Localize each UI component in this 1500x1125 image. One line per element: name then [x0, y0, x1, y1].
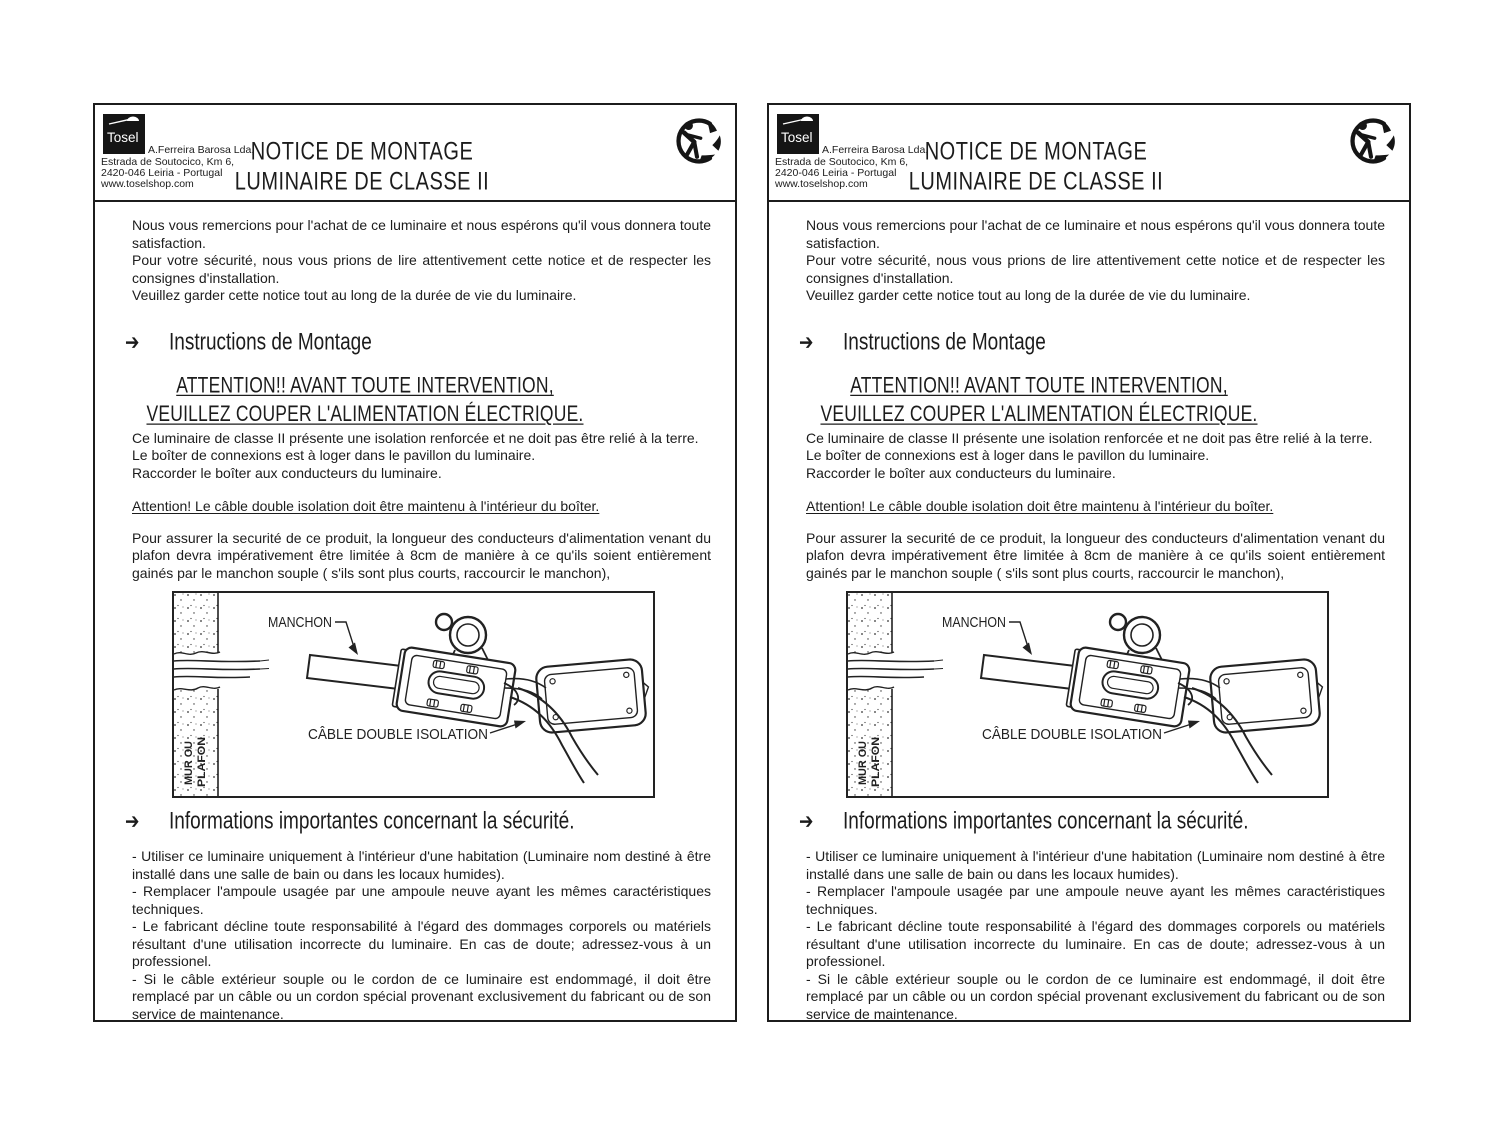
intro-paragraph: Pour votre sécurité, nous vous prions de lire attentivement cette notice et de respecter les consignes d'installation. [132, 252, 711, 286]
paragraph-line: Raccorder le boîter aux conducteurs du luminaire. [806, 464, 1116, 481]
safety-bullet: - Si le câble extérieur souple ou le cordon de ce luminaire est endommagé, il doit être remplacé par un câble ou un cordon spécial provenant exclusivement du fabricant ou de son service de maintenance. [132, 970, 711, 1022]
company-name: A.Ferreira Barosa Lda, [822, 144, 929, 156]
manchon-label: MANCHON [268, 615, 332, 631]
manchon-label: MANCHON [942, 615, 1006, 631]
warning-line2: VEUILLEZ COUPER L'ALIMENTATION ÉLECTRIQUE. [146, 399, 584, 425]
arrow-icon: ➔ [125, 809, 140, 834]
attention-note: Attention! Le câble double isolation doit être maintenu à l'intérieur du boîter. [132, 498, 600, 514]
intro-paragraph: Pour votre sécurité, nous vous prions de lire attentivement cette notice et de respecter les consignes d'installation. [806, 252, 1385, 286]
safety-bullet: - Le fabricant décline toute responsabilité à l'égard des dommages corporels ou matériels résultant d'une utilisation incorrecte du luminaire. En cas de doute; adressez-vous à un professionel. [806, 918, 1385, 969]
paragraph-line: Raccorder le boîter aux conducteurs du luminaire. [132, 464, 442, 481]
section-heading-text: Informations importantes concernant la sécurité. [169, 808, 575, 835]
intro-paragraph: Nous vous remercions pour l'achat de ce luminaire et nous espérons qu'il vous donnera toute satisfaction. [132, 217, 711, 251]
wall-label-line2: PLAFON [196, 741, 208, 787]
safety-bullets [132, 848, 711, 1023]
address-line: 2420-046 Leiria - Portugal [775, 167, 897, 179]
paragraph-line: Le boîter de connexions est à loger dans le pavillon du luminaire. [806, 447, 1210, 463]
attention-note: Attention! Le câble double isolation doit être maintenu à l'intérieur du boîter. [806, 498, 1274, 514]
section-heading-montage [799, 328, 1385, 357]
wall-label-line1: MUR OU [183, 740, 195, 785]
class2-paragraph [132, 430, 711, 483]
wall-texture [174, 593, 218, 653]
warning-line2: VEUILLEZ COUPER L'ALIMENTATION ÉLECTRIQUE. [820, 399, 1258, 425]
section-heading-montage [125, 328, 711, 357]
cover-box [535, 658, 651, 733]
section-heading-securite [125, 808, 711, 836]
warning-block [806, 371, 1272, 427]
safety-bullet: - Utiliser ce luminaire uniquement à l'intérieur d'une habitation (Luminaire nom destiné à être installé dans une salle de bain ou dans les locaux humides). [806, 848, 1385, 882]
intro-paragraph: Veuillez garder cette notice tout au long de la durée de vie du luminaire. [806, 287, 1251, 303]
cable-label: CÂBLE DOUBLE ISOLATION [308, 727, 500, 743]
page-header [95, 105, 735, 202]
wall-label-line1: MUR OU [857, 740, 869, 785]
company-website: www.toselshop.com [775, 178, 868, 190]
safety-bullet: - Remplacer l'ampoule usagée par une ampoule neuve ayant les mêmes caractéristiques techniques. [132, 883, 711, 917]
document-title [132, 137, 592, 197]
warning-block [132, 371, 598, 427]
class2-paragraph [806, 430, 1385, 483]
intro-paragraphs [132, 217, 711, 305]
warning-line1: ATTENTION!! AVANT TOUTE INTERVENTION, [850, 371, 1228, 397]
arrow-icon: ➔ [799, 329, 814, 355]
safety-bullet: - Le fabricant décline toute responsabilité à l'égard des dommages corporels ou matériels résultant d'une utilisation incorrecte du luminaire. En cas de doute; adressez-vous à un professionel. [132, 918, 711, 969]
sleeve-paragraph: Pour assurer la securité de ce produit, la longueur des conducteurs d'alimentation venant du plafon devra impérativement être limitée à 8cm de manière à ce qu'ils soient entièrement gainés par le manchon souple ( s'ils sont plus courts, raccourcir le manchon), [806, 529, 1385, 581]
section-heading-securite [799, 808, 1385, 836]
company-website: www.toselshop.com [101, 178, 194, 190]
safety-bullet: - Utiliser ce luminaire uniquement à l'intérieur d'une habitation (Luminaire nom destiné à être installé dans une salle de bain ou dans les locaux humides). [132, 848, 711, 882]
assembly-diagram [846, 591, 1329, 798]
company-name: A.Ferreira Barosa Lda, [148, 144, 255, 156]
document-title-line2: LUMINAIRE DE CLASSE II [908, 168, 1164, 196]
section-heading-text: Informations importantes concernant la sécurité. [843, 808, 1249, 835]
triman-recycling-icon [1345, 115, 1397, 167]
document-title [806, 137, 1266, 197]
section-heading-text: Instructions de Montage [169, 328, 372, 356]
safety-bullets [806, 848, 1385, 1023]
notice-page-1 [93, 103, 737, 1022]
arrow-icon: ➔ [125, 329, 140, 355]
sleeve-paragraph: Pour assurer la securité de ce produit, la longueur des conducteurs d'alimentation venant du plafon devra impérativement être limitée à 8cm de manière à ce qu'ils soient entièrement gainés par le manchon souple ( s'ils sont plus courts, raccourcir le manchon), [132, 529, 711, 581]
warning-line1: ATTENTION!! AVANT TOUTE INTERVENTION, [176, 371, 554, 397]
notice-page-2 [767, 103, 1411, 1022]
wall-label-line2: PLAFON [870, 741, 882, 787]
page-body [95, 217, 735, 1023]
intro-paragraph: Veuillez garder cette notice tout au long de la durée de vie du luminaire. [132, 287, 577, 303]
cable-label: CÂBLE DOUBLE ISOLATION [982, 727, 1174, 743]
arrow-icon: ➔ [799, 809, 814, 834]
document-title-line1: NOTICE DE MONTAGE [924, 138, 1148, 166]
page-header [769, 105, 1409, 202]
page-body [769, 217, 1409, 1023]
triman-recycling-icon [671, 115, 723, 167]
brand-text: Tosel [781, 130, 813, 145]
paragraph-line: Le boîter de connexions est à loger dans le pavillon du luminaire. [132, 447, 536, 463]
paragraph-line: Ce luminaire de classe II présente une isolation renforcée et ne doit pas être relié à la terre. [132, 429, 699, 446]
intro-paragraph: Nous vous remercions pour l'achat de ce luminaire et nous espérons qu'il vous donnera toute satisfaction. [806, 217, 1385, 251]
document-title-line2: LUMINAIRE DE CLASSE II [234, 168, 490, 196]
safety-bullet: - Si le câble extérieur souple ou le cordon de ce luminaire est endommagé, il doit être remplacé par un câble ou un cordon spécial provenant exclusivement du fabricant ou de son service de maintenance. [806, 970, 1385, 1022]
brand-text: Tosel [107, 130, 139, 145]
paragraph-line: Ce luminaire de classe II présente une isolation renforcée et ne doit pas être relié à la terre. [806, 429, 1373, 446]
safety-bullet: - Remplacer l'ampoule usagée par une ampoule neuve ayant les mêmes caractéristiques techniques. [806, 883, 1385, 917]
section-heading-text: Instructions de Montage [843, 328, 1046, 356]
cover-box [1209, 658, 1325, 733]
wall-texture [848, 593, 892, 653]
address-line: Estrada de Soutocico, Km 6, [101, 156, 235, 168]
address-line: Estrada de Soutocico, Km 6, [775, 156, 909, 168]
assembly-diagram [172, 591, 655, 798]
document-title-line1: NOTICE DE MONTAGE [250, 138, 474, 166]
intro-paragraphs [806, 217, 1385, 305]
address-line: 2420-046 Leiria - Portugal [101, 167, 223, 179]
